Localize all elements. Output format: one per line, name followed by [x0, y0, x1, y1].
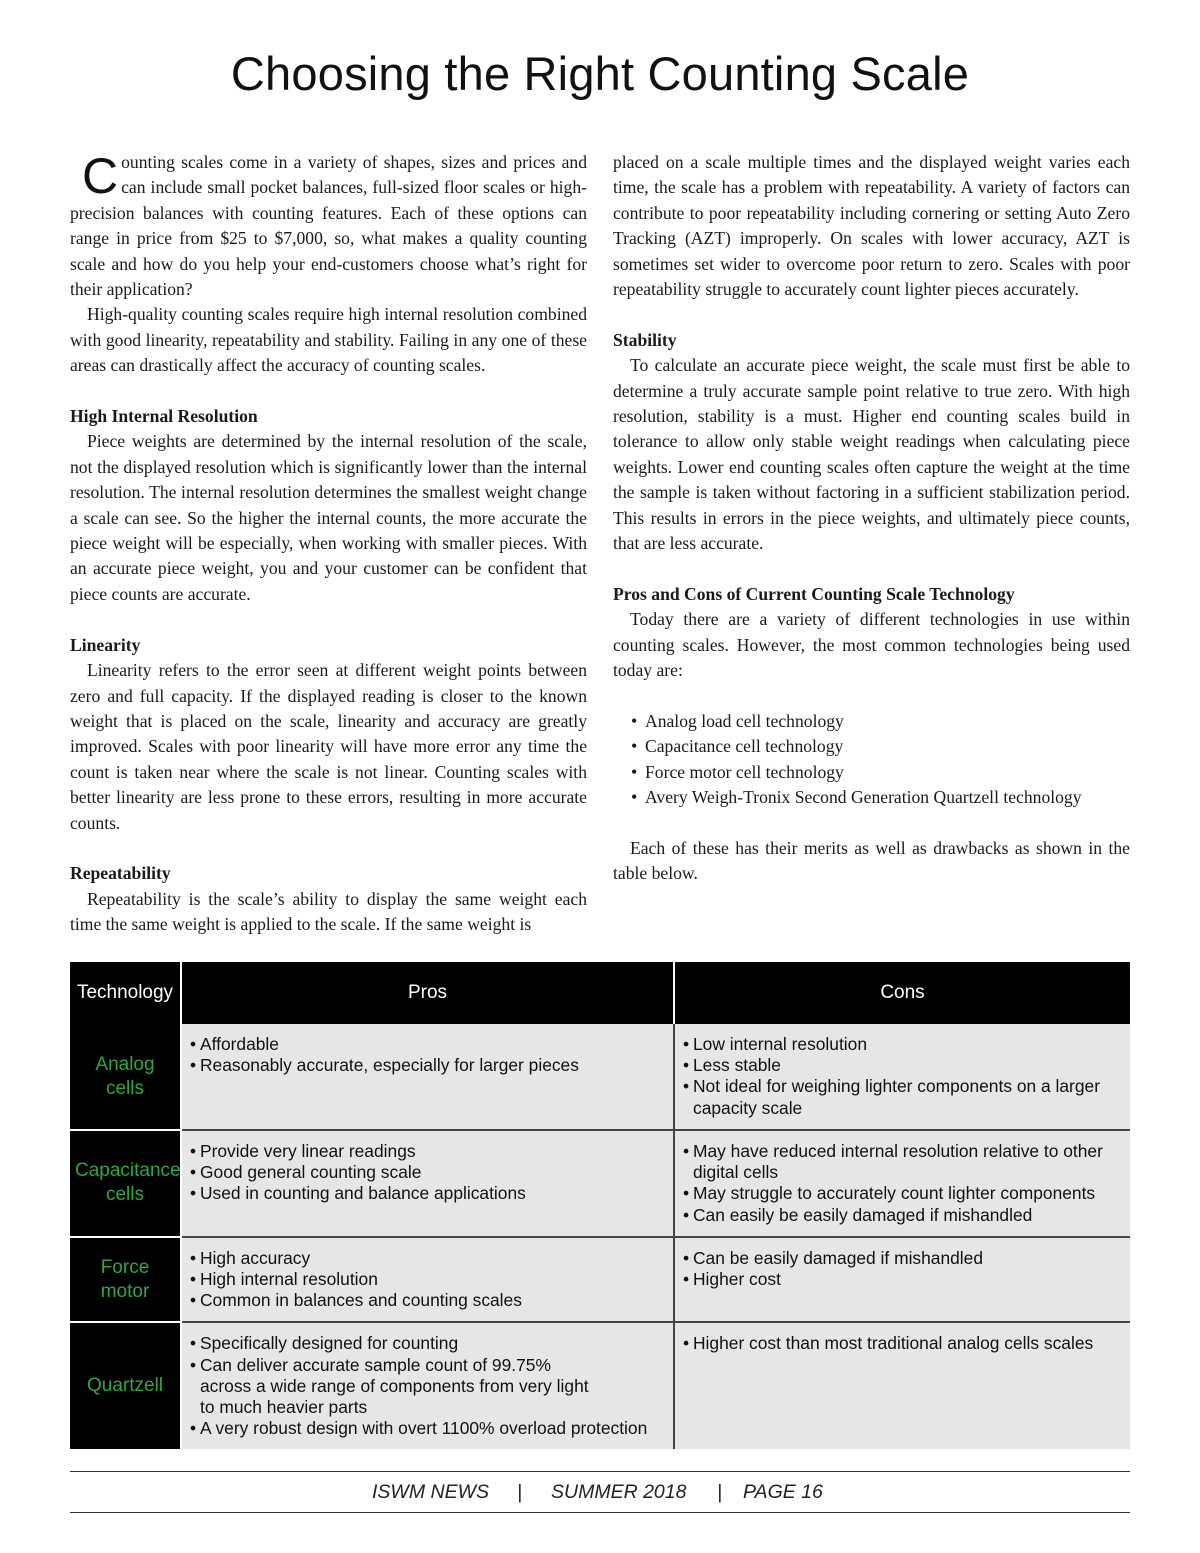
- header-technology: Technology: [70, 962, 181, 1024]
- page-footer: [70, 1471, 1130, 1513]
- list-item: • Reasonably accurate, especially for larger pieces: [190, 1055, 665, 1076]
- table-row: [70, 1322, 1130, 1449]
- cons-cell: [674, 1322, 1130, 1449]
- page-title: Choosing the Right Counting Scale: [230, 47, 970, 100]
- cons-cell: [674, 1024, 1130, 1130]
- proscons-heading: Pros and Cons of Current Counting Scale Technology: [613, 583, 1015, 604]
- pros-cell: [181, 1130, 674, 1237]
- list-item: • May have reduced internal resolution relative to other digital cells: [683, 1141, 1122, 1183]
- header-cons: Cons: [674, 962, 1130, 1024]
- list-item: • Can easily be easily damaged if mishandled: [683, 1205, 1122, 1226]
- list-item: • Force motor cell technology: [631, 760, 1130, 785]
- intro-paragraph: [70, 150, 587, 302]
- table-row: [70, 1130, 1130, 1237]
- list-item: • Affordable: [190, 1034, 665, 1055]
- closing-paragraph: Each of these has their merits as well as drawbacks as shown in the table below.: [613, 837, 1130, 884]
- technology-name: Capacitance cells: [70, 1130, 181, 1237]
- cons-cell: [674, 1237, 1130, 1323]
- linearity-paragraph: Linearity refers to the error seen at different weight points between zero and full capacity. If the displayed reading is closer to the known weight that is placed on the scale, linearity and accuracy are greatly improved. Scales with poor linearity will have more error any time the count is taken near where the scale is not linear. Counting scales with better linearity are less prone to these errors, resulting in more accurate counts.: [70, 660, 587, 833]
- cons-cell: [674, 1130, 1130, 1237]
- list-item: • Good general counting scale: [190, 1162, 665, 1183]
- pros-cell: [181, 1024, 674, 1130]
- list-item: • A very robust design with overt 1100% overload protection: [190, 1418, 665, 1439]
- repeatability-paragraph: Repeatability is the scale’s ability to display the same weight each time the same weight is applied to the scale. If the same weight is: [70, 888, 587, 935]
- left-column: [70, 150, 587, 938]
- footer-page-number: PAGE 16: [743, 1481, 823, 1503]
- table-row: [70, 1237, 1130, 1323]
- list-item: • Higher cost than most traditional analog cells scales: [683, 1333, 1122, 1354]
- footer-publication: ISWM NEWS: [372, 1481, 489, 1503]
- footer-separator: |: [517, 1481, 523, 1503]
- repeatability-continued: placed on a scale multiple times and the displayed weight varies each time, the scale has a problem with repeatability. A variety of factors can contribute to poor repeatability including cornering or setting Auto Zero Tracking (AZT) improperly. On scales with lower accuracy, AZT is sometimes set wider to overcome poor return to zero. Scales with poor repeatability struggle to accurately count lighter pieces accurately.: [613, 152, 1130, 300]
- list-item: • Common in balances and counting scales: [190, 1290, 665, 1311]
- list-item: • Not ideal for weighing lighter components on a larger capacity scale: [683, 1076, 1122, 1118]
- right-column: [613, 150, 1130, 887]
- technology-name: Analog cells: [70, 1024, 181, 1130]
- stability-paragraph: To calculate an accurate piece weight, the scale must first be able to determine a truly accurate sample point relative to true zero. With high resolution, stability is a must. Higher end counting scales build in tolerance to allow only stable weight readings when calculating piece weights. Lower end counting scales often capture the weight at the time the sample is taken without factoring in a sufficient stabilization period. This results in errors in the piece weights, and ultimately piece counts, that are less accurate.: [613, 355, 1130, 554]
- pros-cell: [181, 1322, 674, 1449]
- drop-cap: C: [82, 148, 119, 204]
- pros-cons-table: [70, 962, 1130, 1449]
- proscons-paragraph: Today there are a variety of different technologies in use within counting scales. However, the most common technologies being used today are:: [613, 609, 1130, 681]
- list-item: • High accuracy: [190, 1248, 665, 1269]
- resolution-heading: High Internal Resolution: [70, 406, 258, 427]
- intro-text: ounting scales come in a variety of shapes, sizes and prices and can include small pocket balances, full-sized floor scales or high-precision balances with counting features. Each of these options can range in price from $25 to $7,000, so, what makes a quality counting scale and how do you help your end-customers choose what’s right for their application?: [70, 152, 587, 300]
- technology-name: Quartzell: [70, 1322, 181, 1449]
- list-item: • Low internal resolution: [683, 1034, 1122, 1055]
- repeatability-heading: Repeatability: [70, 863, 171, 884]
- resolution-paragraph: Piece weights are determined by the internal resolution of the scale, not the displayed resolution which is significantly lower than the internal resolution. The internal resolution determines the smallest weight change a scale can see. So the higher the internal counts, the more accurate the piece weight will be especially, when working with smaller pieces. With an accurate piece weight, you and your customer can be confident that piece counts are accurate.: [70, 431, 587, 604]
- linearity-heading: Linearity: [70, 634, 141, 655]
- table-header-row: [70, 962, 1130, 1024]
- stability-heading: Stability: [613, 329, 677, 350]
- list-item: • Specifically designed for counting: [190, 1333, 665, 1354]
- footer-separator: |: [717, 1481, 723, 1503]
- intro-paragraph-2: High-quality counting scales require high internal resolution combined with good linearity, repeatability and stability. Failing in any one of these areas can drastically affect the accuracy of counting scales.: [70, 304, 587, 376]
- list-item: • Avery Weigh-Tronix Second Generation Quartzell technology: [631, 785, 1130, 810]
- list-item: • Can deliver accurate sample count of 99.75% across a wide range of components from very light to much heavier parts: [190, 1355, 665, 1419]
- list-item: • May struggle to accurately count lighter components: [683, 1183, 1122, 1204]
- table-row: [70, 1024, 1130, 1130]
- footer-issue: SUMMER 2018: [551, 1481, 687, 1503]
- list-item: • Analog load cell technology: [631, 709, 1130, 734]
- list-item: • Less stable: [683, 1055, 1122, 1076]
- header-pros: Pros: [181, 962, 674, 1024]
- list-item: • Higher cost: [683, 1269, 1122, 1290]
- list-item: • Can be easily damaged if mishandled: [683, 1248, 1122, 1269]
- list-item: • Provide very linear readings: [190, 1141, 665, 1162]
- list-item: • Capacitance cell technology: [631, 734, 1130, 759]
- pros-cell: [181, 1237, 674, 1323]
- list-item: • Used in counting and balance applications: [190, 1183, 665, 1204]
- list-item: • High internal resolution: [190, 1269, 665, 1290]
- technology-list: [613, 709, 1130, 811]
- technology-name: Force motor: [70, 1237, 181, 1323]
